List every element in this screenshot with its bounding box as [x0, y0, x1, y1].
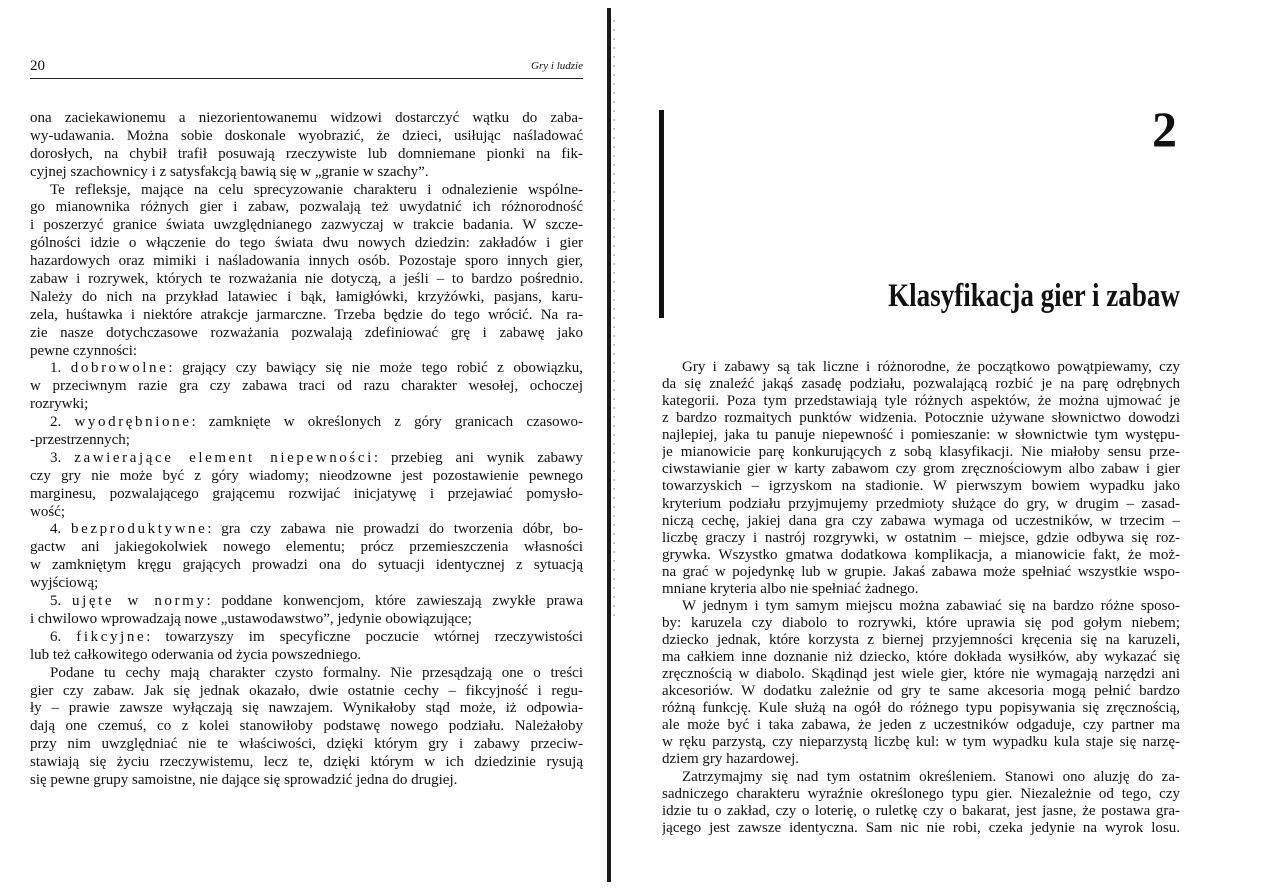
- text-line: wy-udawania. Można sobie doskonale wyobrazić, że dzieci, usiłując naśladować: [30, 127, 583, 144]
- chapter-title: Klasyfikacja gier i zabaw: [888, 278, 1180, 314]
- text-line: [30, 414, 583, 432]
- text-line: różną funkcję. Kule służą na ogół do różnego typu popisywania się zręcznością,: [662, 700, 1180, 717]
- text-line: hazardowych oraz mimiki i naśladowania innych osób. Pozostaje sporo innych gier,: [30, 253, 583, 270]
- text-line: cyjnej szachownicy i z satysfakcją bawią się w „granie w szachy”.: [30, 163, 429, 180]
- text-line: ale może być i taka zabawa, że jeden z uczestników odgaduje, czy partner ma: [662, 717, 1180, 734]
- text-line: w ręku parzystą, czy nieparzystą liczbę kul: w tym wypadku kula staje się narzę-: [662, 734, 1180, 751]
- running-head: Gry i ludzie: [531, 60, 583, 72]
- text-line: [30, 521, 583, 539]
- text-line: zela, huśtawka i niektóre atrakcje jarmarczne. Trzeba będzie do tego wrócić. Na ra-: [30, 306, 583, 323]
- spaced-term: bezproduktywne: [71, 521, 208, 538]
- text-line: przy nim uwzględniać nie te właściwości, dzięki którym gry i zabawy przeciw-: [30, 736, 583, 753]
- chapter-number: 2: [1152, 101, 1177, 157]
- text-line: zie nasze dotychczasowe rozważania pozwalają zdefiniować grę i zabawę jako: [30, 324, 583, 341]
- text-line: [30, 629, 583, 647]
- text-line: [30, 360, 583, 378]
- text-line: rozrywki;: [30, 396, 89, 413]
- text-line: marginesu, pozwalającego grającemu rozwijać inicjatywę i przejawiać pomysło-: [30, 485, 583, 502]
- spaced-term: zawierające element niepewności: [74, 449, 374, 466]
- line-part: : towarzyszy im specyficzne poczucie wtórnej rzeczywistości: [146, 628, 583, 645]
- text-line: i poszerzyć granice świata uwzględnianego zazwyczaj w trakcie badania. W szcze-: [30, 217, 583, 234]
- text-line: ona zaciekawionemu a niezorientowanemu widzowi dostarczyć wątku do zaba-: [30, 110, 583, 126]
- text-line: W jednym i tym samym miejscu można zabawiać się na bardzo różne sposo-: [682, 597, 1180, 614]
- text-line: Należy do nich na przykład latawiec i bąk, łamigłówki, krzyżówki, pasjans, karu-: [30, 288, 583, 305]
- text-line: [30, 593, 583, 611]
- line-part: 6.: [50, 628, 77, 645]
- chapter-bar: [659, 110, 664, 318]
- header-rule: [30, 78, 583, 79]
- text-line: najlepiej, jaka tu panuje niepewność i pomieszanie: w słownictwie tym występu-: [662, 427, 1180, 444]
- spaced-term: ujęte w normy: [72, 593, 207, 610]
- text-line: w przeciwnym razie gra czy zabawa traci od razu charakter wesołej, ochoczej: [30, 378, 583, 395]
- book-spine: [607, 8, 611, 882]
- right-body-text: [662, 359, 1180, 837]
- line-part: 5.: [50, 593, 73, 610]
- text-line: Podane tu cechy mają charakter czysto formalny. Nie przesądzają one o treści: [50, 664, 583, 681]
- text-line: z bardzo rozmaitych punktów widzenia. Potocznie używane słownictwo dowodzi: [662, 410, 1180, 427]
- line-part: 4.: [50, 521, 71, 538]
- spaced-term: wyodrębnione: [74, 414, 192, 431]
- spaced-term: dobrowolne: [70, 360, 169, 377]
- text-line: gier czy zabaw. Jak się jednak okazało, dwie ostatnie cechy – fikcyjność i regu-: [30, 682, 583, 699]
- text-line: sadniczego charakteru wyraźnie określonego typu gier. Niezależnie od tego, czy: [662, 785, 1180, 802]
- spaced-term: fikcyjne: [76, 628, 147, 645]
- text-line: Gry i zabawy są tak liczne i różnorodne, że początkowo powątpiewamy, czy: [682, 359, 1180, 375]
- line-part: : gra czy zabawa nie prowadzi do tworzenia dóbr, bo-: [207, 521, 583, 538]
- page-number: 20: [30, 58, 45, 74]
- text-line: kryterium podziału przyjmujemy przedmioty służące do gry, w drugim – zasad-: [662, 495, 1180, 512]
- text-line: dają one czemuś, co z kolei stanowiłoby podstawę nowego podziału. Należałoby: [30, 718, 583, 735]
- text-line: idzie tu o zakład, czy o loterię, o ruletkę czy o bakarat, jest jasne, że postawa gra-: [662, 802, 1180, 819]
- text-line: zabaw i rozrywek, których te rozważania nie dotyczą, a jeśli – to bardzo pośrednio.: [30, 271, 583, 288]
- text-line: niczą cechę, jakiej dana gra czy zabawa wymaga od uczestników, w trzecim –: [662, 512, 1180, 529]
- text-line: go mianownika różnych gier i zabaw, pozwalają też uwydatnić ich różnorodność: [30, 199, 583, 216]
- text-line: grywka. Wszystko gmatwa dodatkowa komplikacja, a mianowicie fakt, że moż-: [662, 546, 1180, 563]
- text-line: akcesoriów. W dodatku zależnie od gry te same akcesoria mogą pełnić bardzo: [662, 683, 1180, 700]
- text-line: kategorii. Poza tym przedstawiają tyle różnych aspektów, że można ujmować je: [662, 393, 1180, 410]
- text-line: czy gry nie może być z góry wiadomy; nieodzowne jest pozostawienie pewnego: [30, 467, 583, 484]
- text-line: na grać w pojedynkę lub w grupie. Jakaś zabawa może spełniać wszystkie wspo-: [662, 563, 1180, 580]
- text-line: dorosłych, na chybił trafił posuwają rzeczywiste lub domniemane pionki na fik-: [30, 145, 583, 162]
- text-line: da się znaleźć jakąś zasadę podziału, pozwalającą rozbić je na parę odrębnych: [662, 376, 1180, 393]
- text-line: gólności idzie o włączenie do tego świata dwu nowych dziedzin: zakładów i gier: [30, 235, 583, 252]
- text-line: -przestrzennych;: [30, 432, 130, 449]
- text-line: ły – prawie zawsze wyłączają się nawzajem. Wynikałoby stąd może, iż odpowia-: [30, 700, 583, 717]
- right-page: [612, 0, 1262, 894]
- text-line: jącego jest zawsze identyczna. Sam nic nie robi, czeka jedynie na wyrok losu.: [662, 819, 1180, 836]
- text-line: pewne czynności:: [30, 342, 138, 359]
- text-line: mniane kryteria albo nie spełniać żadnego.: [662, 580, 919, 597]
- text-line: ma całkiem inne doznanie niż dziecko, które dokłada wysiłków, aby wykazać się: [662, 649, 1180, 666]
- text-line: [30, 450, 583, 468]
- text-line: dziem gry hazardowej.: [662, 751, 800, 768]
- line-part: : poddane konwencjom, które zawieszają zwykłe prawa: [206, 593, 583, 610]
- text-line: się pewne grupy samoistne, nie dające się sprowadzić jedna do drugiej.: [30, 771, 458, 788]
- text-line: ciwstawianie gier w karty zabawom czy grom zręcznościowym albo zabaw i gier: [662, 461, 1180, 478]
- text-line: zręcznością w diabolo. Skądinąd jest wiele gier, które nie wymagają narzędzi ani: [662, 666, 1180, 683]
- text-line: liczbę graczy i nastrój rozgrywki, w ostatnim – miejsce, gdzie odbywa się roz-: [662, 529, 1180, 546]
- text-line: Zatrzymajmy się nad tym ostatnim określeniem. Stanowi ono aluzję do za-: [682, 768, 1180, 785]
- text-line: lub też całkowitego oderwania od życia powszedniego.: [30, 646, 362, 663]
- text-line: stawiają się życiu rzeczywistemu, lecz te, dzięki którym w ich dziedzinie rysują: [30, 754, 583, 771]
- text-line: je mianowicie parę konkurujących z sobą klasyfikacji. Nie miałoby sensu prze-: [662, 444, 1180, 461]
- line-part: : zamknięte w określonych z góry granicach czasowo-: [191, 414, 583, 431]
- text-line: gactw ani jakiegokolwiek nowego elementu; prócz przemieszczenia własności: [30, 539, 583, 556]
- text-line: wyjściową;: [30, 575, 99, 592]
- text-line: Te refleksje, mające na celu sprecyzowanie charakteru i odnalezienie wspólne-: [50, 181, 583, 198]
- line-part: 2.: [50, 414, 75, 431]
- text-line: dziecko jednak, które korzysta z biernej przyjemności kręcenia się na karuzeli,: [662, 632, 1180, 648]
- text-line: by: karuzela czy diabolo to rozrywki, które uprawia się pod gołym niebem;: [662, 614, 1180, 631]
- left-body-text: [30, 110, 583, 790]
- text-line: i chwilowo wprowadzają nowe „ustawodawstwo”, jedynie obowiązujące;: [30, 610, 472, 627]
- line-part: 1.: [50, 360, 71, 377]
- line-part: : przebieg ani wynik zabawy: [373, 449, 583, 466]
- text-line: towarzyskich – igrzyskom na stadionie. W pierwszym bowiem wypadku jako: [662, 478, 1180, 495]
- text-line: w zamkniętym kręgu grających prowadzi ona do sytuacji identycznej z sytuacją: [30, 557, 583, 574]
- line-part: 3.: [50, 449, 75, 466]
- text-line: wość;: [30, 503, 65, 520]
- line-part: : grający czy bawiący się nie może tego robić z obowiązku,: [168, 360, 583, 377]
- left-page: [0, 0, 605, 894]
